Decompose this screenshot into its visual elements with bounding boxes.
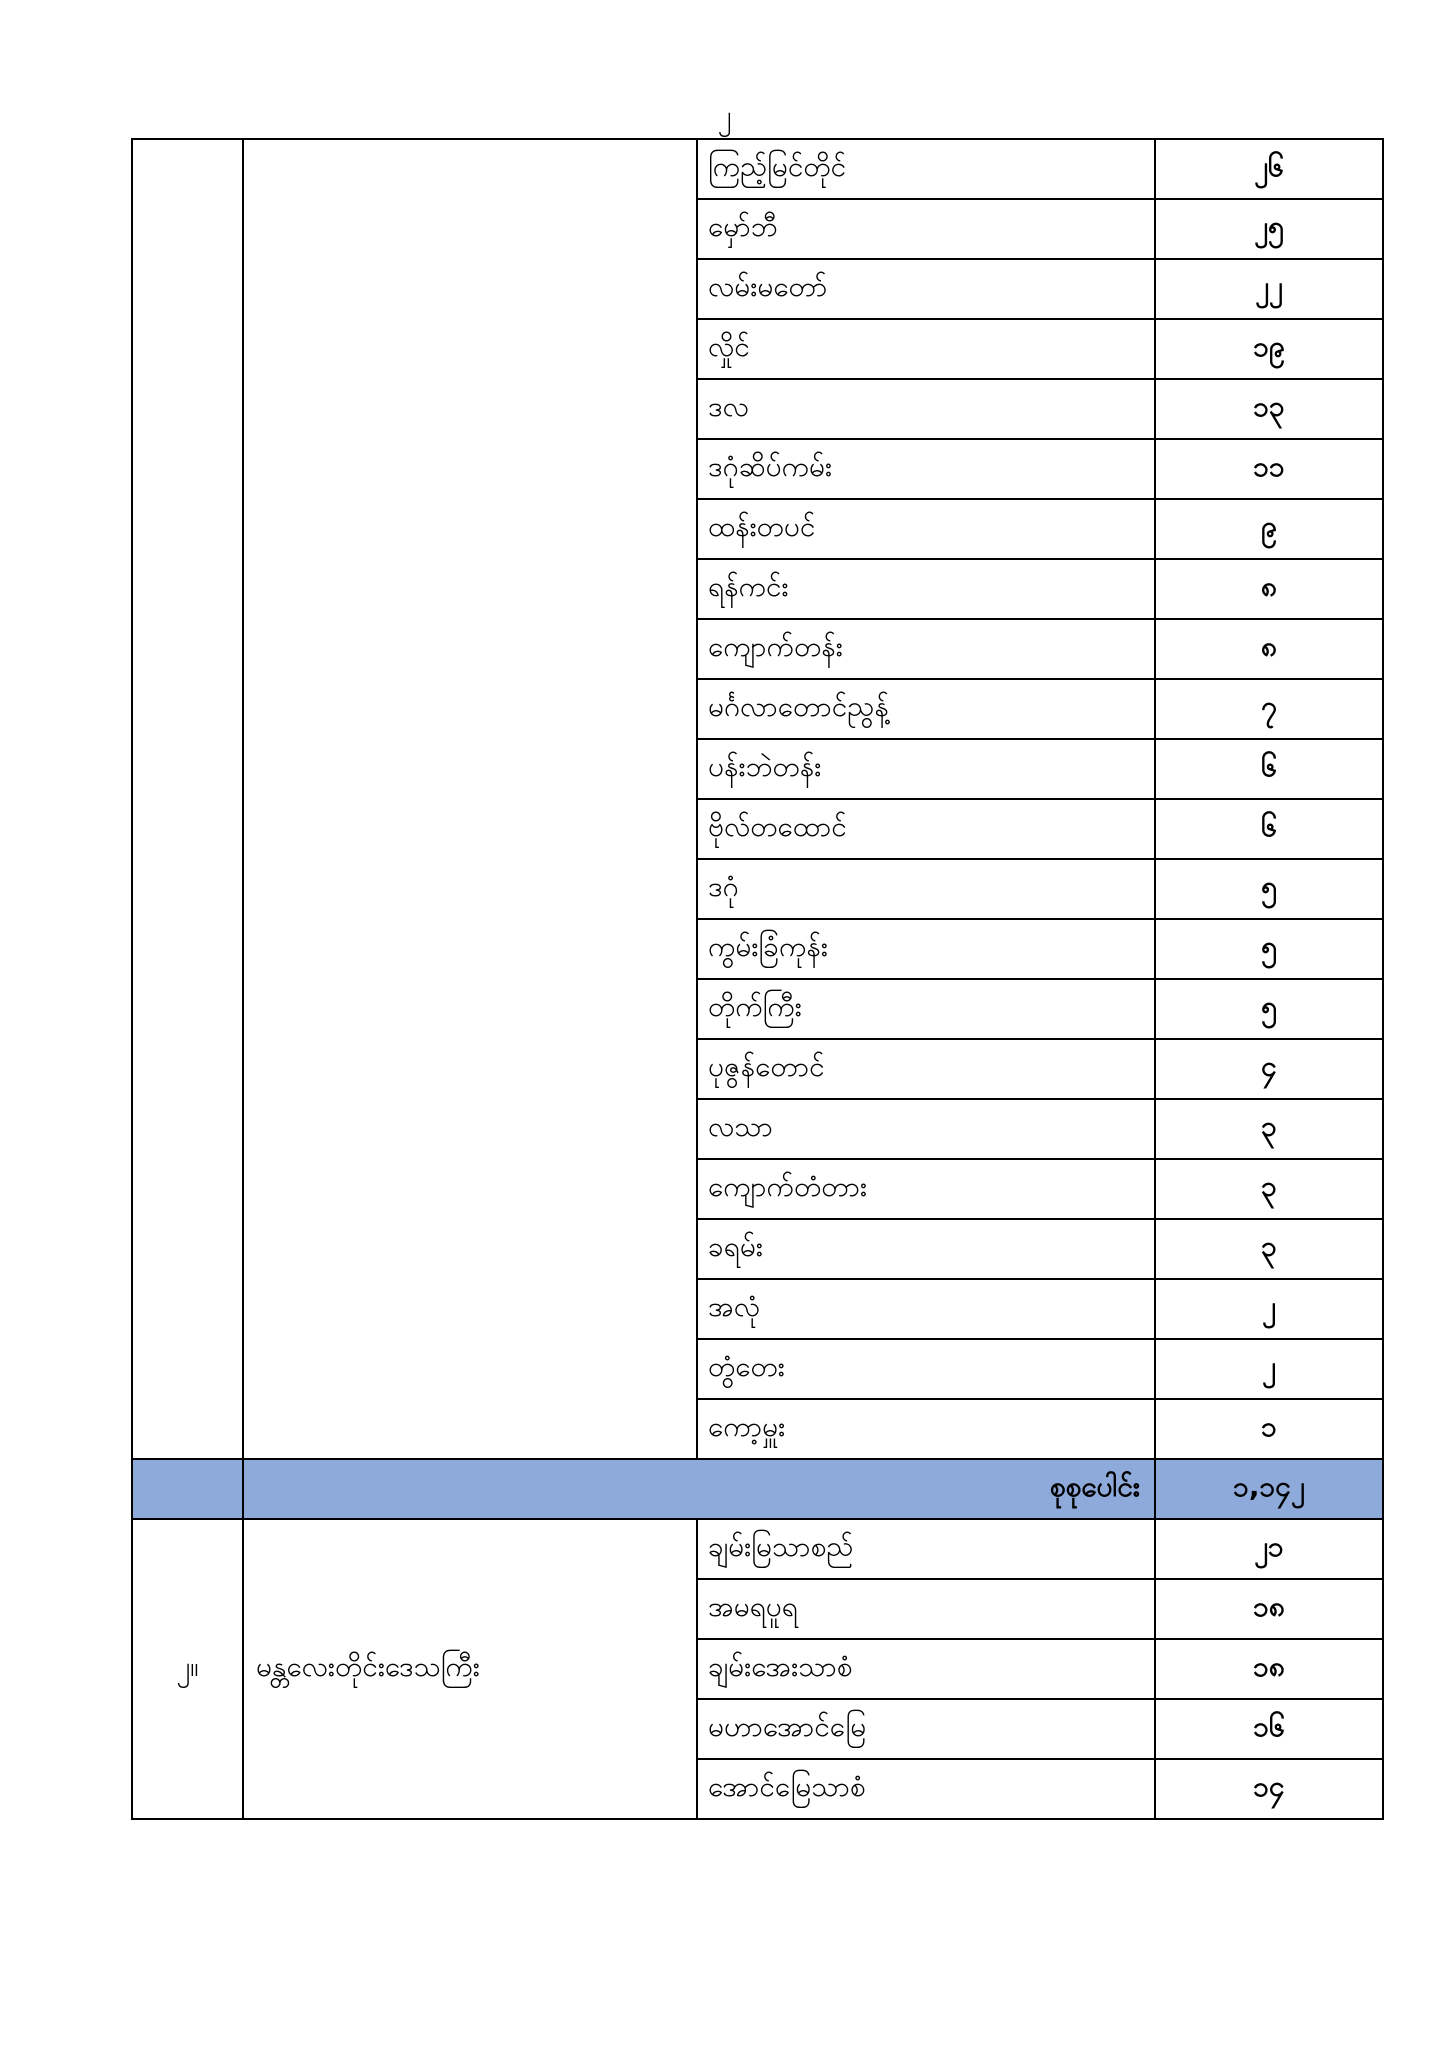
township-count: ၂၆ [1155, 139, 1383, 199]
township-count: ၁၈ [1155, 1639, 1383, 1699]
township-name: အလုံ [697, 1279, 1155, 1339]
township-count: ၂၅ [1155, 199, 1383, 259]
township-name: ခရမ်း [697, 1219, 1155, 1279]
township-count: ၁ [1155, 1399, 1383, 1459]
township-name: ဗိုလ်တထောင် [697, 799, 1155, 859]
township-name: ကြည့်မြင်တိုင် [697, 139, 1155, 199]
region-cell [243, 139, 697, 1459]
township-count: ၅ [1155, 919, 1383, 979]
township-count: ၆ [1155, 799, 1383, 859]
township-name: ကျောက်တံတား [697, 1159, 1155, 1219]
township-name: မဟာအောင်မြေ [697, 1699, 1155, 1759]
township-name: ချမ်းအေးသာစံ [697, 1639, 1155, 1699]
total-label: စုစုပေါင်း [243, 1459, 1155, 1519]
township-count: ၁၁ [1155, 439, 1383, 499]
township-count: ၃ [1155, 1219, 1383, 1279]
township-count: ၈ [1155, 559, 1383, 619]
township-count: ၅ [1155, 979, 1383, 1039]
township-count: ၈ [1155, 619, 1383, 679]
township-name: ပန်းဘဲတန်း [697, 739, 1155, 799]
township-name: ကွမ်းခြံကုန်း [697, 919, 1155, 979]
township-count: ၅ [1155, 859, 1383, 919]
township-name: တိုက်ကြီး [697, 979, 1155, 1039]
township-count: ၁၄ [1155, 1759, 1383, 1819]
township-name: ချမ်းမြသာစည် [697, 1519, 1155, 1579]
township-count: ၆ [1155, 739, 1383, 799]
township-name: အောင်မြေသာစံ [697, 1759, 1155, 1819]
township-count: ၄ [1155, 1039, 1383, 1099]
township-name: ဒဂုံ [697, 859, 1155, 919]
township-count: ၃ [1155, 1159, 1383, 1219]
township-name: လှိုင် [697, 319, 1155, 379]
township-name: မှော်ဘီ [697, 199, 1155, 259]
township-name: ထန်းတပင် [697, 499, 1155, 559]
township-name: လသာ [697, 1099, 1155, 1159]
township-count: ၁၃ [1155, 379, 1383, 439]
township-count: ၂ [1155, 1279, 1383, 1339]
township-name: ဒလ [697, 379, 1155, 439]
township-name: ကျောက်တန်း [697, 619, 1155, 679]
seq-cell: ၂။ [132, 1519, 243, 1819]
township-name: အမရပူရ [697, 1579, 1155, 1639]
township-count-table [131, 138, 1384, 1820]
seq-cell [132, 139, 243, 1459]
township-name: ဒဂုံဆိပ်ကမ်း [697, 439, 1155, 499]
total-value: ၁,၁၄၂ [1155, 1459, 1383, 1519]
township-count: ၂၁ [1155, 1519, 1383, 1579]
township-name: တွံတေး [697, 1339, 1155, 1399]
township-count: ၁၉ [1155, 319, 1383, 379]
total-seq-cell [132, 1459, 243, 1519]
township-count: ၃ [1155, 1099, 1383, 1159]
township-name: မင်္ဂလာတောင်ညွန့် [697, 679, 1155, 739]
township-count: ၇ [1155, 679, 1383, 739]
township-name: လမ်းမတော် [697, 259, 1155, 319]
region-cell: မန္တလေးတိုင်းဒေသကြီး [243, 1519, 697, 1819]
township-name: ကော့မှူး [697, 1399, 1155, 1459]
table-row [132, 139, 1383, 199]
township-count: ၉ [1155, 499, 1383, 559]
township-count: ၂ [1155, 1339, 1383, 1399]
table-row [132, 1519, 1383, 1579]
township-count: ၁၈ [1155, 1579, 1383, 1639]
township-count: ၁၆ [1155, 1699, 1383, 1759]
page-number: ၂ [717, 99, 732, 132]
township-name: ရန်ကင်း [697, 559, 1155, 619]
township-count: ၂၂ [1155, 259, 1383, 319]
total-row [132, 1459, 1383, 1519]
township-name: ပုဇွန်တောင် [697, 1039, 1155, 1099]
